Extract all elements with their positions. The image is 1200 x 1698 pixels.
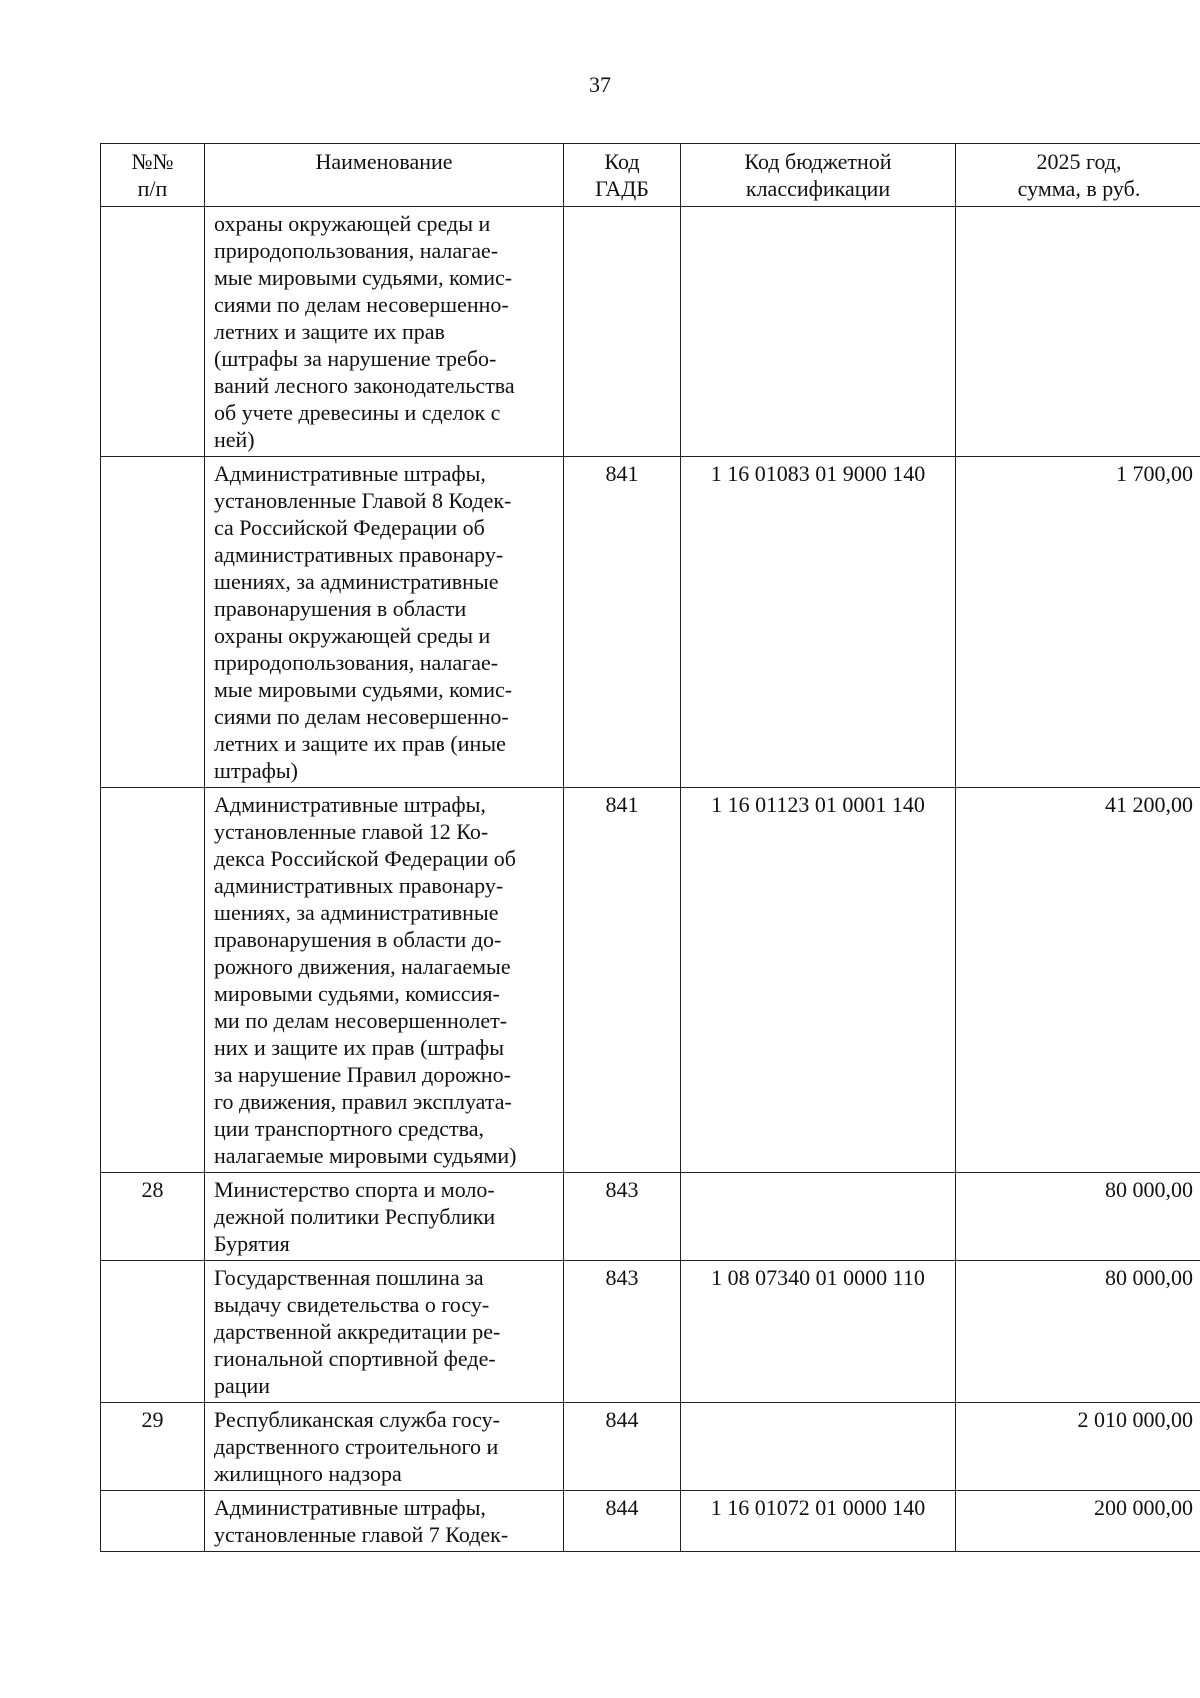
row-gadb: 844 [564,1403,681,1491]
row-name: охраны окружающей среды и природопользования, налагае- мые мировыми судьями, комис- сиями по делам несовершенно- летних и защите их прав (штрафы за нарушение требо- ваний лесного законодательства об учете древесины и сделок с ней) [205,207,564,457]
table-row [101,788,1200,1173]
table-row [101,1173,1200,1261]
row-num [101,207,205,457]
row-kbk [681,1173,956,1261]
row-name: Республиканская служба госу- дарственного строительного и жилищного надзора [205,1403,564,1491]
table-header-row [101,144,1200,207]
row-num [101,788,205,1173]
row-num: 28 [101,1173,205,1261]
header-gadb: Код ГАДБ [564,144,681,207]
row-kbk: 1 16 01083 01 9000 140 [681,457,956,788]
row-gadb: 841 [564,457,681,788]
row-sum: 1 700,00 [956,457,1200,788]
table-row [101,1491,1200,1552]
row-sum: 80 000,00 [956,1261,1200,1403]
row-kbk: 1 16 01072 01 0000 140 [681,1491,956,1552]
header-sum: 2025 год, сумма, в руб. [956,144,1200,207]
row-name: Административные штрафы, установленные главой 7 Кодек- [205,1491,564,1552]
row-kbk: 1 16 01123 01 0001 140 [681,788,956,1173]
row-name: Административные штрафы, установленные Главой 8 Кодек- са Российской Федерации об административных правонару- шениях, за административные правонарушения в области охраны окружающей среды и природопользования, налагае- мые мировыми судьями, комис- сиями по делам несовершенно- летних и защите их прав (иные штрафы) [205,457,564,788]
table-row [101,1403,1200,1491]
row-num [101,1261,205,1403]
table-row [101,1261,1200,1403]
row-sum: 2 010 000,00 [956,1403,1200,1491]
budget-revenue-table [100,143,1200,1552]
row-sum: 200 000,00 [956,1491,1200,1552]
header-num: №№ п/п [101,144,205,207]
row-gadb: 844 [564,1491,681,1552]
row-sum [956,207,1200,457]
page-number: 37 [589,72,611,97]
row-gadb: 841 [564,788,681,1173]
row-gadb: 843 [564,1261,681,1403]
row-gadb: 843 [564,1173,681,1261]
row-name: Министерство спорта и моло- дежной политики Республики Бурятия [205,1173,564,1261]
row-name: Административные штрафы, установленные главой 12 Ко- декса Российской Федерации об административных правонару- шениях, за административные правонарушения в области до- рожного движения, налагаемые мировыми судьями, комиссия- ми по делам несовершеннолет- них и защите их прав (штрафы за нарушение Правил дорожно- го движения, правил эксплуата- ции транспортного средства, налагаемые мировыми судьями) [205,788,564,1173]
row-num [101,457,205,788]
row-kbk [681,207,956,457]
row-kbk: 1 08 07340 01 0000 110 [681,1261,956,1403]
row-gadb [564,207,681,457]
row-sum: 41 200,00 [956,788,1200,1173]
header-name: Наименование [205,144,564,207]
row-name: Государственная пошлина за выдачу свидетельства о госу- дарственной аккредитации ре- гиональной спортивной феде- рации [205,1261,564,1403]
row-num: 29 [101,1403,205,1491]
row-sum: 80 000,00 [956,1173,1200,1261]
table-row [101,457,1200,788]
table-body [101,207,1200,1552]
row-num [101,1491,205,1552]
header-kbk: Код бюджетной классификации [681,144,956,207]
table-row [101,207,1200,457]
row-kbk [681,1403,956,1491]
